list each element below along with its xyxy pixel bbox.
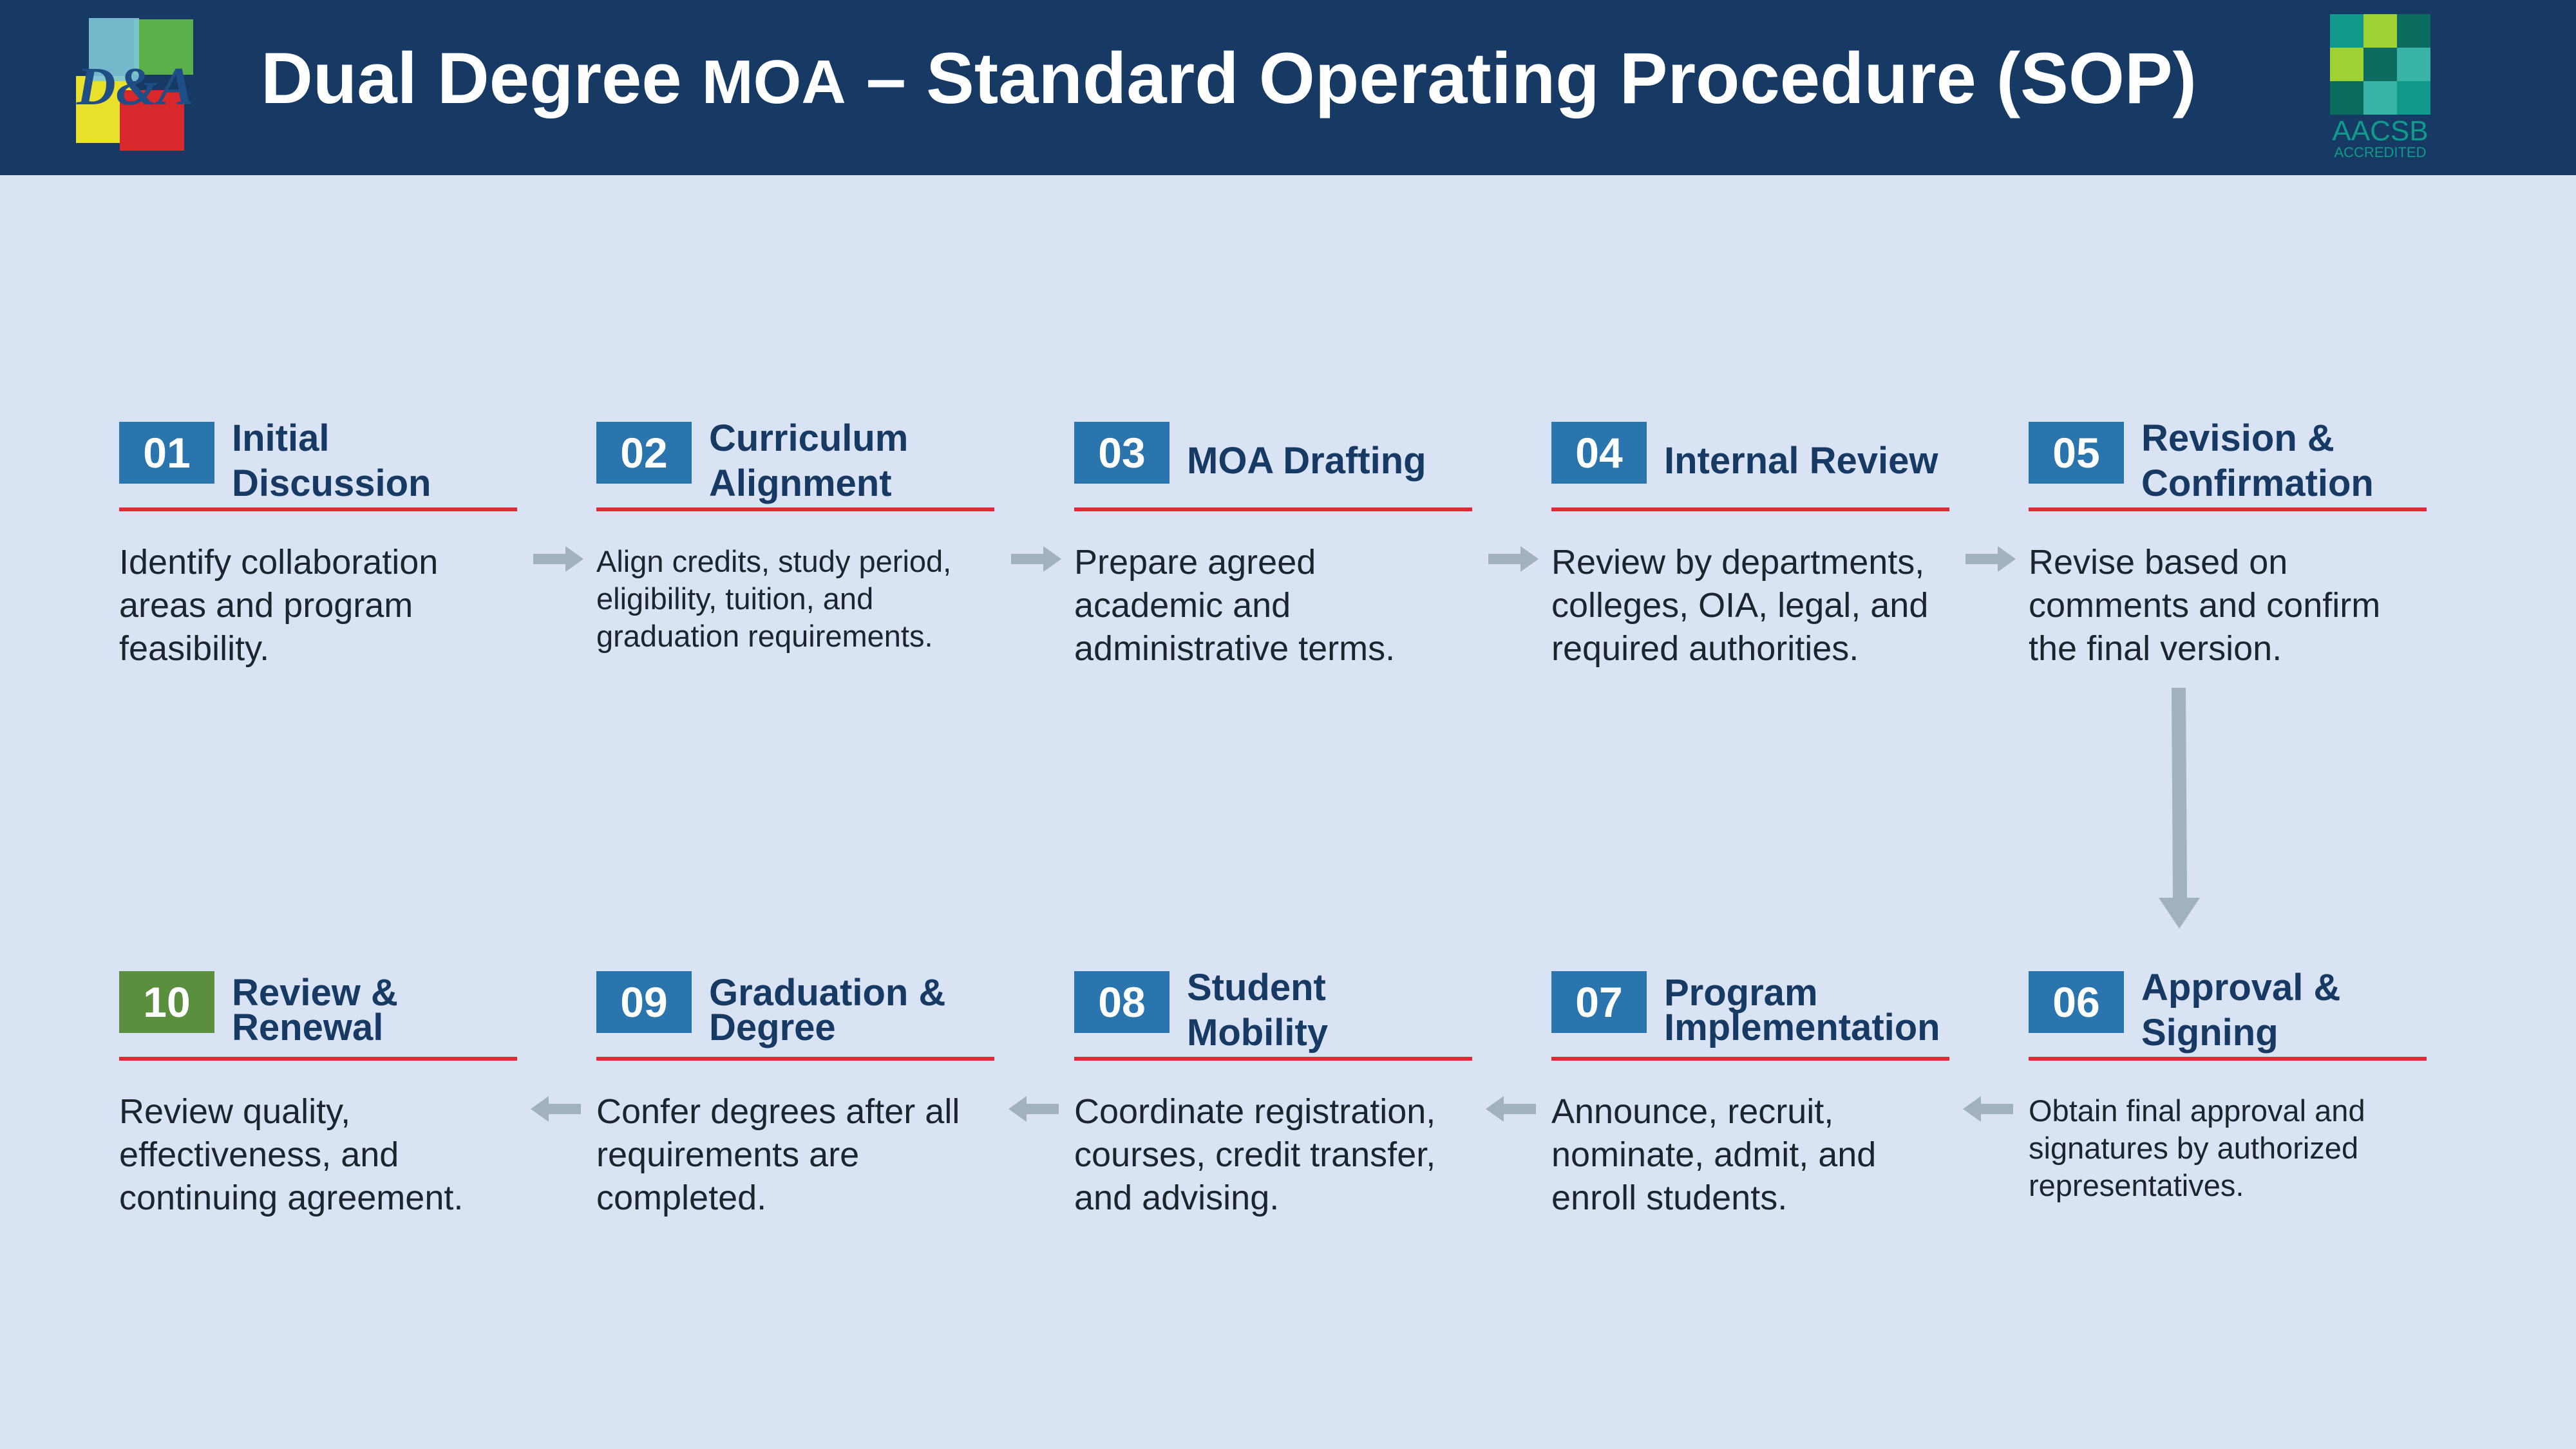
step-number-badge: 03 (1074, 422, 1170, 484)
arrow-left-icon (529, 1095, 581, 1123)
aacsb-logo (2326, 12, 2436, 161)
step-description: Review by departments, colleges, OIA, legal, and required authorities. (1551, 543, 1929, 668)
step-number-badge: 07 (1551, 971, 1647, 1033)
step-title: Approval & Signing (2141, 967, 2341, 1054)
step-title: Review & Renewal (232, 972, 398, 1048)
title-moa: MOA (701, 48, 846, 117)
arrow-left-icon (1962, 1095, 2013, 1123)
svg-text:ACCREDITED: ACCREDITED (2334, 144, 2427, 160)
step-description: Prepare agreed academic and administrative terms. (1074, 543, 1396, 668)
title-main: Dual Degree (261, 38, 702, 118)
step-divider (1551, 507, 1949, 511)
step-description: Review quality, effectiveness, and continuing agreement. (119, 1092, 464, 1217)
step-description: Coordinate registration, courses, credit transfer, and advising. (1074, 1092, 1436, 1217)
step-title: Graduation & Degree (709, 972, 946, 1048)
step-number-badge: 05 (2029, 422, 2124, 484)
step-divider (1551, 1057, 1949, 1061)
step-number-badge: 08 (1074, 971, 1170, 1033)
step-divider (1074, 507, 1472, 511)
svg-text:AACSB: AACSB (2332, 115, 2429, 147)
arrow-down-icon (2156, 688, 2201, 930)
step-description: Announce, recruit, nominate, admit, and enroll students. (1551, 1092, 1877, 1217)
step-description: Obtain final approval and signatures by authorized representatives. (2029, 1094, 2365, 1202)
step-divider (2029, 507, 2427, 511)
step-title: MOA Drafting (1187, 440, 1426, 482)
page-title (261, 33, 2197, 124)
step-number-badge: 09 (596, 971, 692, 1033)
step-number-badge: 10 (119, 971, 214, 1033)
step-title: Initial Discussion (232, 417, 431, 504)
arrow-right-icon (1011, 545, 1063, 573)
arrow-left-icon (1007, 1095, 1059, 1123)
step-divider (2029, 1057, 2427, 1061)
step-description: Revise based on comments and confirm the final version. (2029, 543, 2381, 668)
step-title: Curriculum Alignment (709, 417, 909, 504)
step-description: Align credits, study period, eligibility, tuition, and graduation requirements. (596, 544, 952, 653)
title-rest: – Standard Operating Procedure (SOP) (846, 38, 2197, 118)
step-divider (596, 1057, 994, 1061)
step-title: Student Mobility (1187, 967, 1329, 1054)
svg-text:D&A: D&A (76, 57, 194, 117)
arrow-right-icon (1965, 545, 2017, 573)
step-divider (1074, 1057, 1472, 1061)
step-number-badge: 01 (119, 422, 214, 484)
step-number-badge: 02 (596, 422, 692, 484)
step-title: Internal Review (1664, 440, 1938, 482)
arrow-right-icon (1488, 545, 1540, 573)
step-divider (119, 507, 517, 511)
step-number-badge: 04 (1551, 422, 1647, 484)
university-logo (71, 14, 200, 156)
header-bar (0, 0, 2576, 175)
step-title: Revision & Confirmation (2141, 417, 2374, 504)
step-description: Identify collaboration areas and program feasibility. (119, 543, 439, 668)
step-description: Confer degrees after all requirements are completed. (596, 1092, 960, 1217)
arrow-left-icon (1484, 1095, 1536, 1123)
step-divider (596, 507, 994, 511)
step-number-badge: 06 (2029, 971, 2124, 1033)
step-divider (119, 1057, 517, 1061)
step-title: Program Implementation (1664, 972, 1940, 1048)
arrow-right-icon (533, 545, 585, 573)
